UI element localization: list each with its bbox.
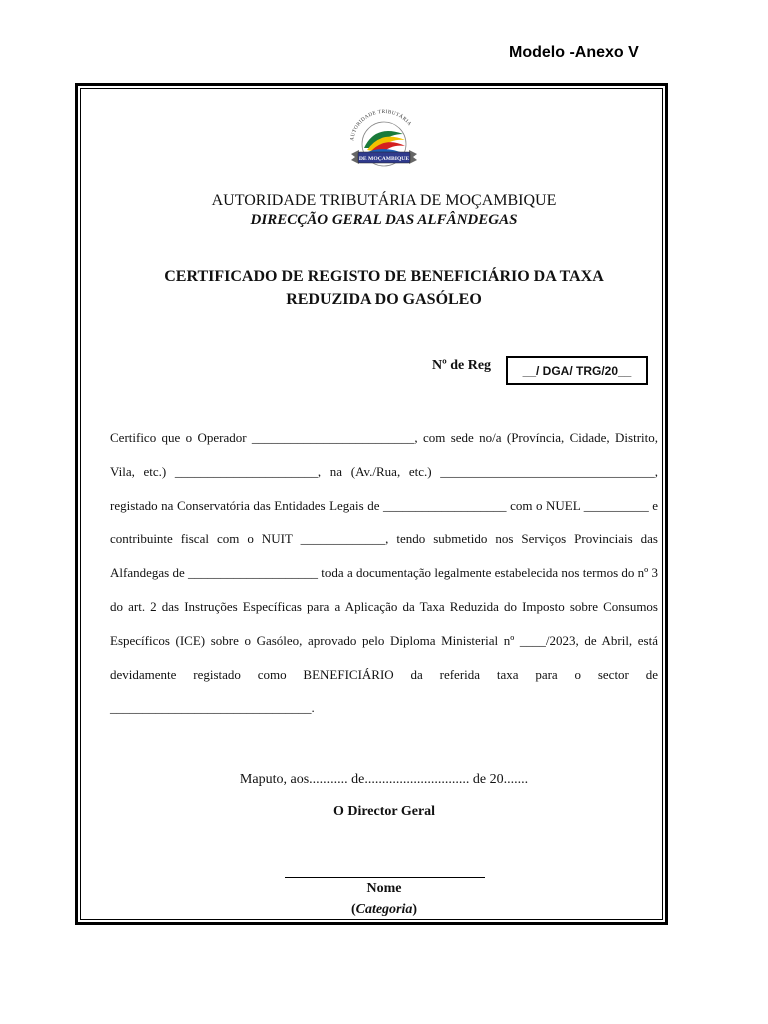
category-label: Categoria [355,902,413,917]
signatory-name: Nome [366,881,402,896]
autoridade-tributaria-emblem-icon [345,104,423,174]
directorate-name: DIRECÇÃO GERAL DAS ALFÂNDEGAS [250,212,518,228]
signatory-category [0,902,768,918]
category-open-paren: ( [350,902,356,917]
org-name: AUTORIDADE TRIBUTÁRIA DE MOÇAMBIQUE [211,192,557,209]
signature-line [285,877,485,878]
certificate-body [110,421,658,725]
place-date-line: Maputo, aos........... de.............................. de 20....... [239,772,529,787]
director-title: O Director Geral [332,804,436,819]
logo-banner-text: DE MOÇAMBIQUE [358,155,410,162]
registration-number-field: __/ DGA/ TRG/20__ [506,356,648,385]
registration-number-label: Nº de Reg [432,358,492,373]
certificate-title-line1: CERTIFICADO DE REGISTO DE BENEFICIÁRIO DA TAXA [164,268,604,285]
model-label: Modelo -Anexo V [509,44,639,61]
certificate-body-paragraph: Certifico que o Operador _________________________, com sede no/a (Província, Cidade, Distrito, Vila, etc.) ______________________, na (Av./Rua, etc.) _________________________________, registado na Conservatória das Entidades Legais de ___________________ com o NUEL __________ e contribuinte fiscal com o NUIT _____________, tendo submetido nos Serviços Provinciais das Alfandegas de ____________________ toda a documentação legalmente estabelecida nos termos do nº 3 do art. 2 das Instruções Específicas para a Aplicação da Taxa Reduzida do Imposto sobre Consumos Específicos (ICE) sobre o Gasóleo, aprovado pelo Diploma Ministerial nº ____/2023, de Abril, está devidamente registado como BENEFICIÁRIO da referida taxa para o sector de _______________________________. [110,430,658,716]
certificate-title-line2: REDUZIDA DO GASÓLEO [286,291,482,308]
logo-arc-text: AUTORIDADE TRIBUTÁRIA [349,108,413,142]
certificate-title [110,265,658,311]
category-close-paren: ) [412,902,418,917]
